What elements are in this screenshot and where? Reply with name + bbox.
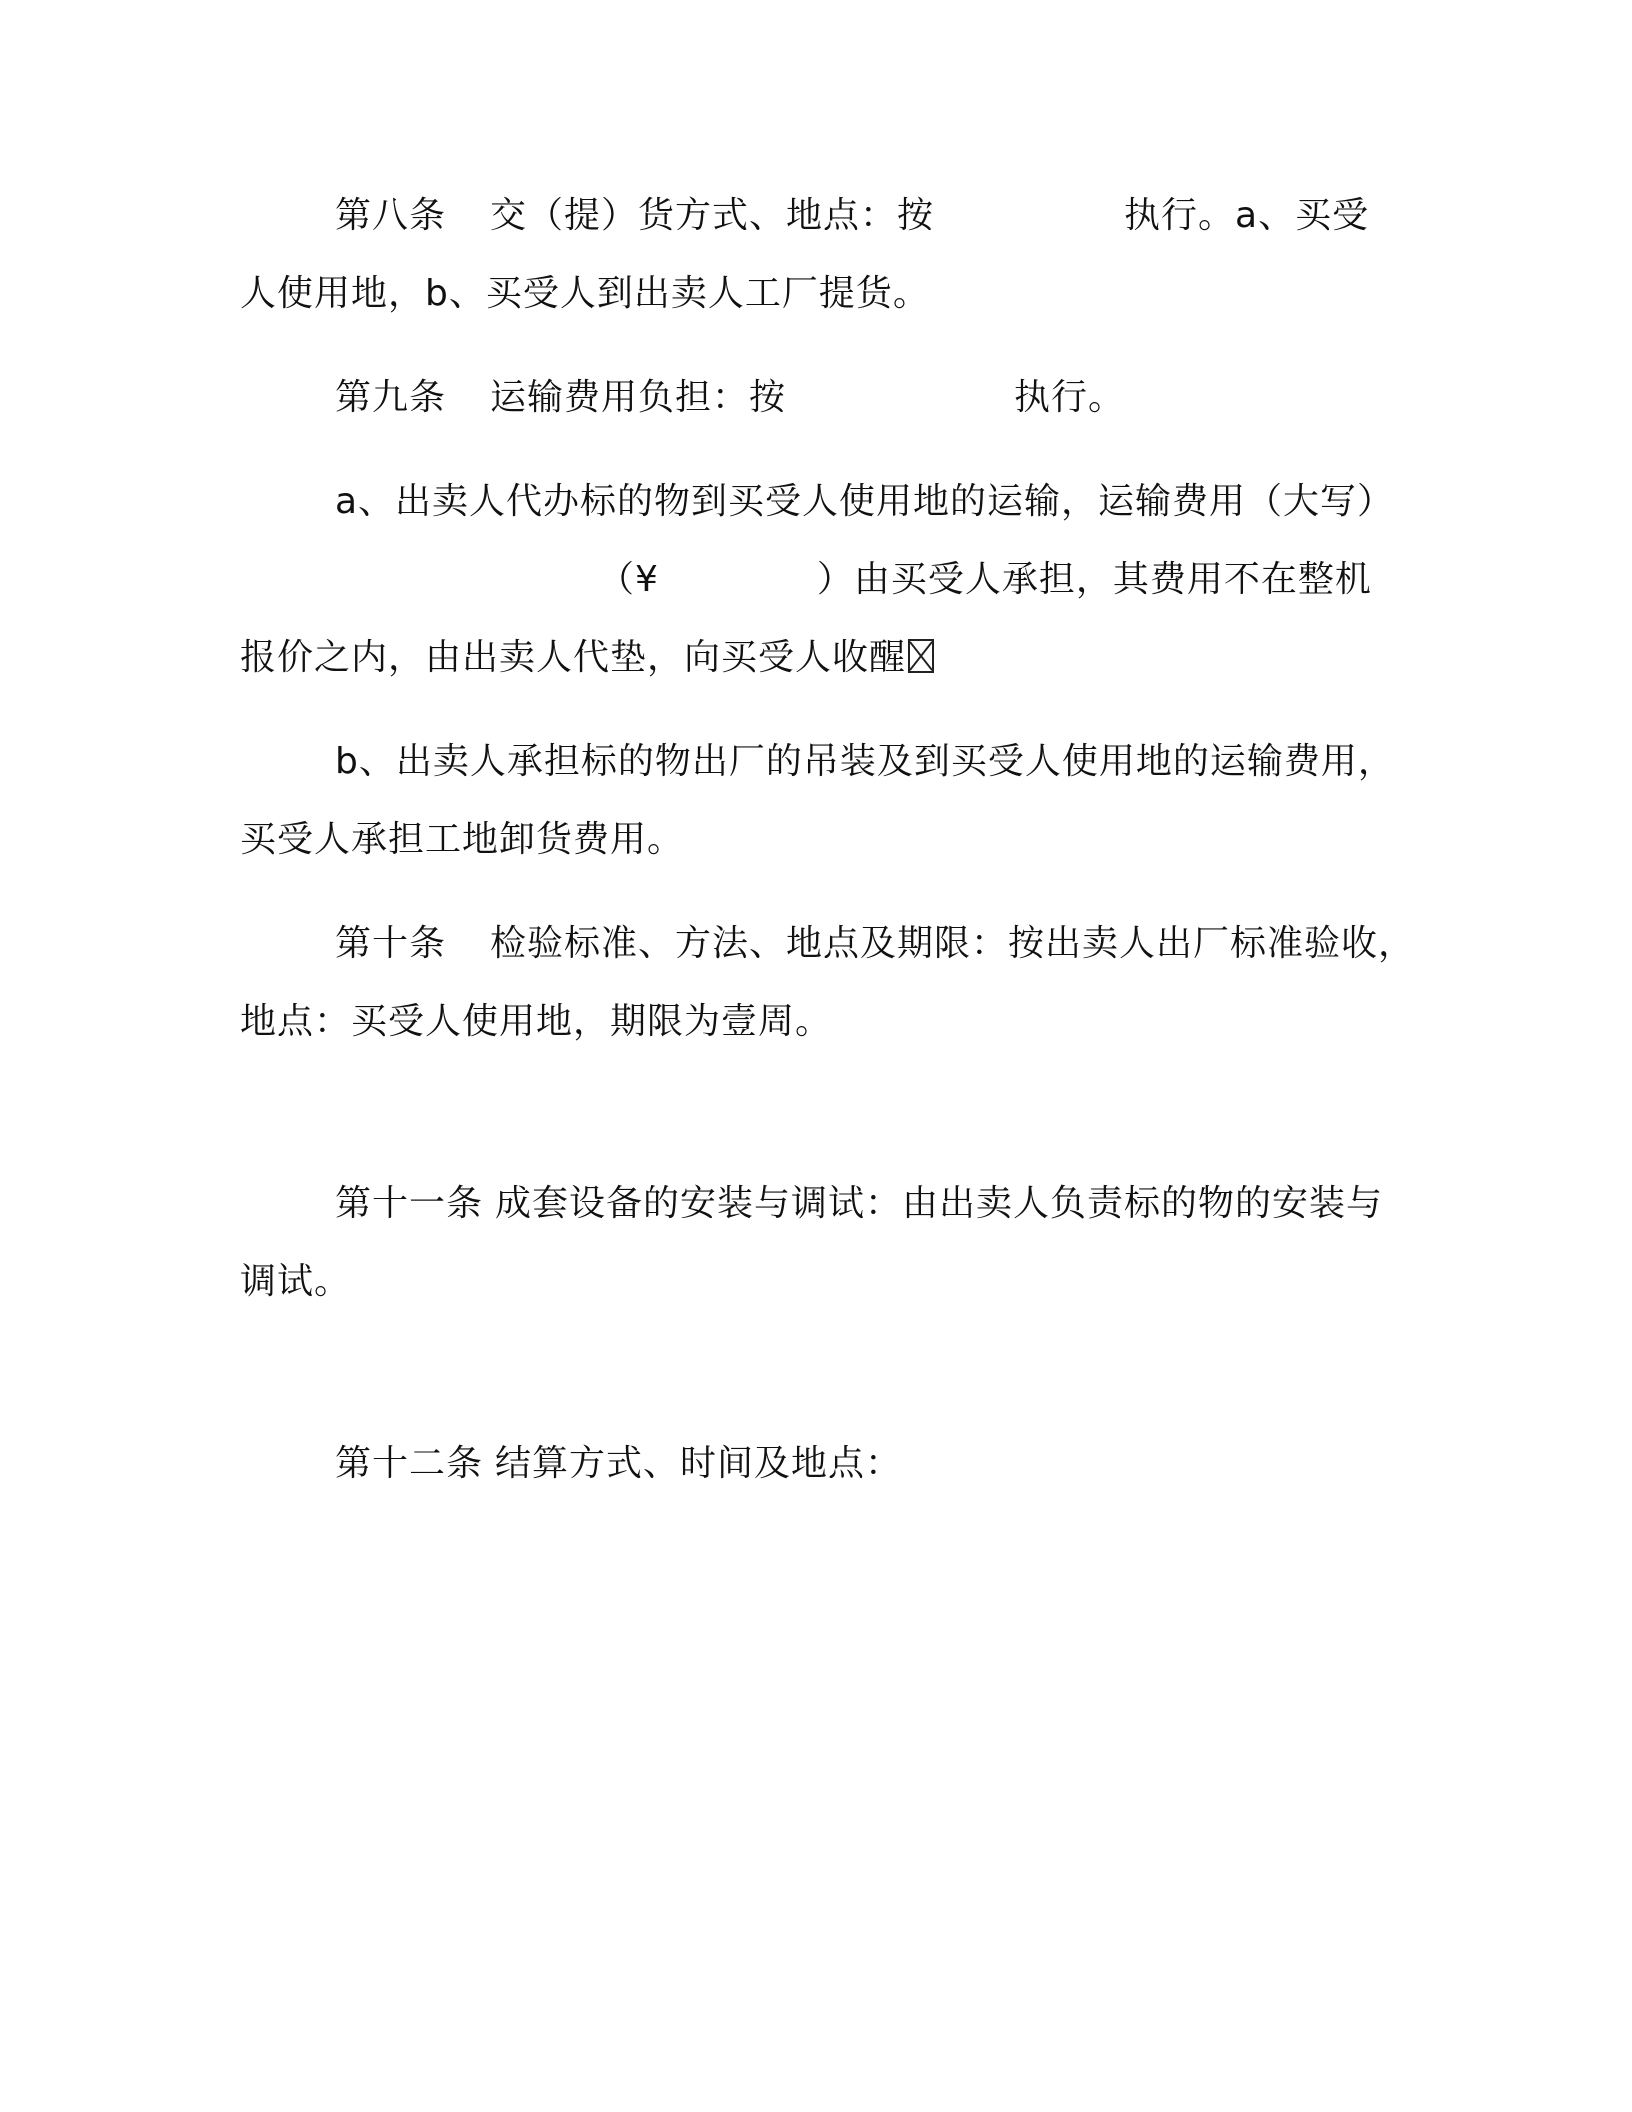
article-9-text: 运输费用负担：按 — [490, 377, 787, 418]
article-8-text: 交（提）货方式、地点：按 — [490, 195, 935, 236]
article-8-label: 第八条 — [335, 195, 447, 236]
article-9-line-1 — [335, 374, 1125, 422]
article-8-after-blank: 执行。a、买受 — [1124, 195, 1370, 236]
article-9-item-a-line-1: a、出卖人代办标的物到买受人使用地的运输，运输费用（大写） — [335, 481, 1395, 522]
article-12-text: 结算方式、时间及地点： — [495, 1443, 903, 1484]
article-9-item-a-line-2 — [598, 556, 1372, 604]
missing-glyph-icon — [908, 639, 934, 673]
yen-close: ）由买受人承担，其费用不在整机 — [816, 559, 1372, 600]
article-12-label: 第十二条 — [335, 1443, 484, 1484]
article-9-item-a-line-3-text: 报价之内，由出卖人代垫，向买受人收醒 — [240, 637, 907, 678]
article-11-line-2: 调试。 — [240, 1261, 352, 1302]
article-9-label: 第九条 — [335, 377, 447, 418]
article-9-item-b-line-1: b、出卖人承担标的物出厂的吊装及到买受人使用地的运输费用， — [335, 741, 1395, 782]
article-11-text: 成套设备的安装与调试：由出卖人负责标的物的安装与 — [495, 1183, 1384, 1224]
article-10-label: 第十条 — [335, 923, 447, 964]
article-9-item-b-line-2: 买受人承担工地卸货费用。 — [240, 819, 685, 860]
article-10-line-2: 地点：买受人使用地，期限为壹周。 — [240, 1001, 833, 1042]
article-9-item-a-line-3 — [240, 634, 934, 682]
article-9-after-blank: 执行。 — [1014, 377, 1126, 418]
article-11-label: 第十一条 — [335, 1183, 484, 1224]
article-10-line-1 — [335, 920, 1415, 968]
yen-open: （¥ — [598, 559, 659, 600]
article-11-line-1 — [335, 1180, 1383, 1228]
article-10-text: 检验标准、方法、地点及期限：按出卖人出厂标准验收， — [490, 923, 1416, 964]
article-8-line-2: 人使用地，b、买受人到出卖人工厂提货。 — [240, 273, 930, 314]
article-12-line-1 — [335, 1440, 902, 1488]
article-8-line-1 — [335, 192, 1369, 240]
